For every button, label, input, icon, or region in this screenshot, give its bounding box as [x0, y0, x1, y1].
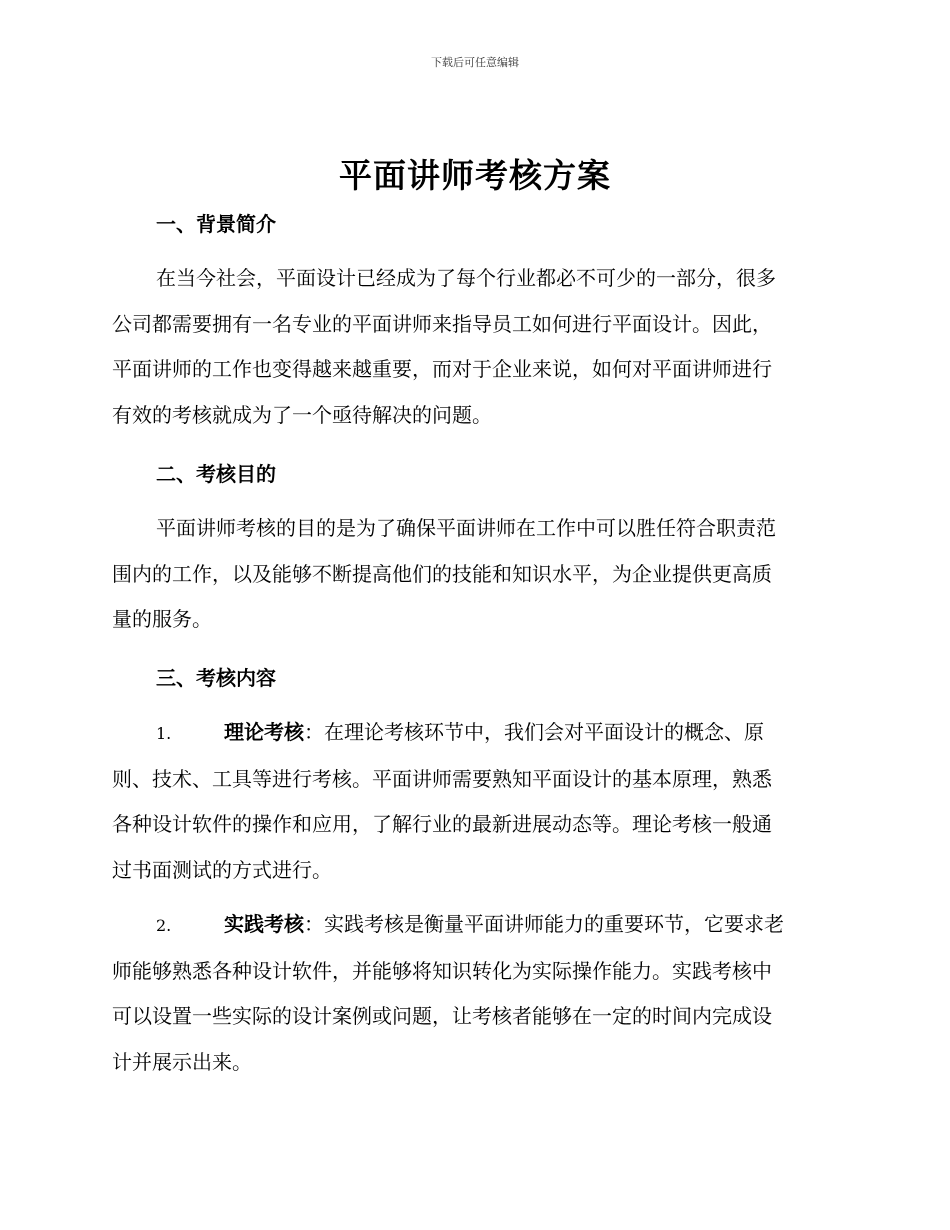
paragraph-line: 则、技术、工具等进行考核。平面讲师需要熟知平面设计的基本原理，熟悉: [112, 766, 772, 791]
list-item-label: 实践考核: [224, 912, 304, 936]
section-heading-background: 一、背景简介: [156, 212, 276, 236]
section-heading-content: 三、考核内容: [156, 666, 276, 690]
paragraph-line: 围内的工作，以及能够不断提高他们的技能和知识水平，为企业提供更高质: [112, 561, 772, 586]
list-item-number: 1.: [156, 724, 172, 743]
paragraph-line: 量的服务。: [112, 607, 212, 631]
paragraph-purpose: [112, 506, 832, 643]
list-item-text: ：实践考核是衡量平面讲师能力的重要环节，它要求老: [304, 912, 784, 936]
section-heading-purpose: 二、考核目的: [156, 462, 276, 486]
list-item-label: 理论考核: [224, 720, 304, 744]
paragraph-line: 师能够熟悉各种设计软件，并能够将知识转化为实际操作能力。实践考核中: [112, 958, 772, 983]
list-item-first-line: [112, 902, 832, 949]
document-title: 平面讲师考核方案: [339, 156, 611, 195]
paragraph-line: 平面讲师的工作也变得越来越重要，而对于企业来说，如何对平面讲师进行: [112, 357, 772, 381]
list-item-theory: [112, 710, 832, 893]
paragraph-line: 平面讲师考核的目的是为了确保平面讲师在工作中可以胜任符合职责范: [156, 516, 776, 540]
paragraph-line: 在当今社会，平面设计已经成为了每个行业都必不可少的一部分，很多: [156, 266, 776, 290]
list-item-text: ：在理论考核环节中，我们会对平面设计的概念、原: [304, 720, 764, 744]
paragraph-line: 计并展示出来。: [112, 1049, 252, 1074]
list-item-number: 2.: [156, 916, 172, 935]
page-header-note: 下载后可任意编辑: [431, 56, 519, 69]
paragraph-line: 各种设计软件的操作和应用，了解行业的最新进展动态等。理论考核一般通: [112, 812, 772, 836]
paragraph-line: 可以设置一些实际的设计案例或问题，让考核者能够在一定的时间内完成设: [112, 1004, 772, 1028]
paragraph-line: 公司都需要拥有一名专业的平面讲师来指导员工如何进行平面设计。因此，: [112, 311, 772, 336]
list-item-practice: [112, 902, 832, 1085]
paragraph-background: [112, 256, 832, 438]
paragraph-line: 过书面测试的方式进行。: [112, 857, 332, 882]
paragraph-line: 有效的考核就成为了一个亟待解决的问题。: [112, 402, 492, 427]
list-item-first-line: [112, 710, 832, 757]
